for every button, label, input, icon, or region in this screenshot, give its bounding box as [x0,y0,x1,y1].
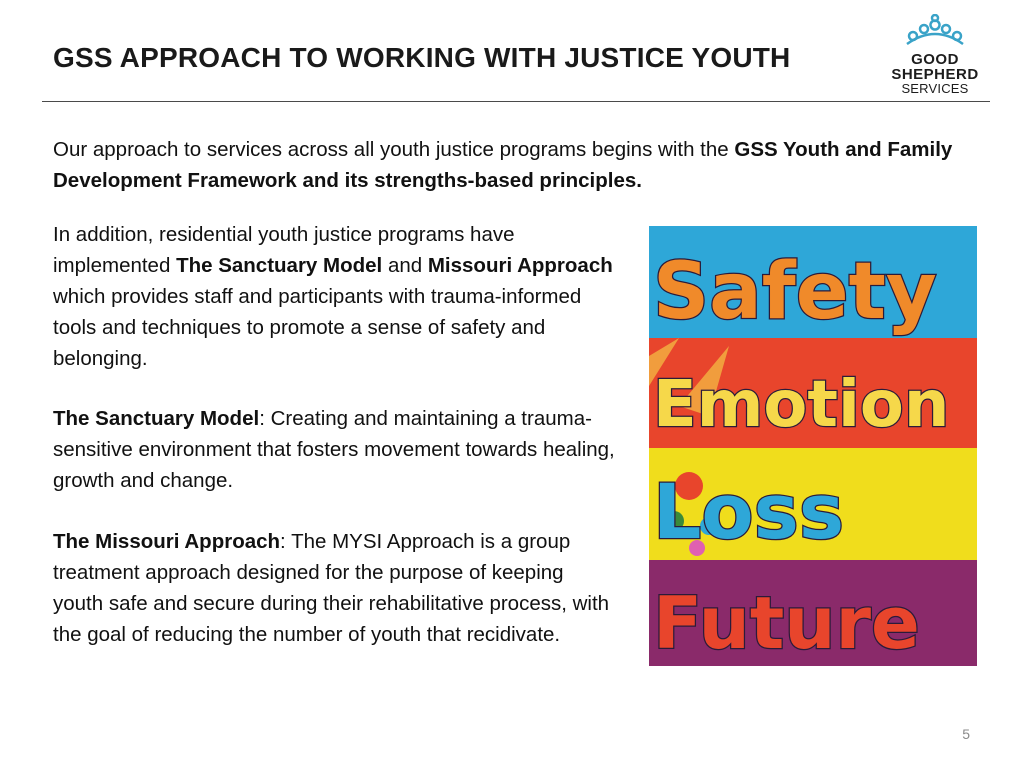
art-word-4: Future [653,581,920,665]
p1-text-1: In addition, residential youth justice programs have implemented [53,223,515,277]
logo-word-good: GOOD [911,51,959,68]
art-word-1: Safety [653,247,937,337]
sanctuary-model-heading: The Sanctuary Model [53,407,260,430]
missouri-approach-paragraph [53,526,618,650]
p1-text-3: which provides staff and participants with trauma-informed tools and techniques to promote a sense of safety and belonging. [53,285,582,370]
residential-programs-paragraph [53,219,618,374]
logo-word-shepherd: SHEPHERD [891,66,979,83]
art-word-2: Emotion [653,368,950,442]
art-word-3: Loss [653,467,845,556]
sanctuary-model-paragraph [53,403,618,496]
title-divider [42,101,990,102]
p1-bold-missouri: Missouri Approach [427,254,613,277]
crown-icon [885,14,985,54]
sanctuary-model-text: : Creating and maintaining a trauma-sensitive environment that fosters movement towards healing, growth and change. [53,407,615,492]
missouri-approach-heading: The Missouri Approach [53,530,281,553]
intro-paragraph [53,134,953,196]
safety-emotion-loss-future-artwork [649,226,977,666]
page-number: 5 [962,726,970,742]
good-shepherd-logo [885,14,985,94]
logo-word-services: SERVICES [901,81,969,96]
intro-bold-text: GSS Youth and Family Development Framework and its strengths-based principles. [53,138,953,192]
slide-title: GSS APPROACH TO WORKING WITH JUSTICE YOUTH [53,42,791,73]
p1-bold-sanctuary: The Sanctuary Model [176,254,383,277]
p1-text-2: and [382,254,428,277]
missouri-approach-text: : The MYSI Approach is a group treatment approach designed for the purpose of keeping youth safe and secure during their rehabilitative process, with the goal of reducing the number of youth that recidivate. [53,530,610,646]
intro-text: Our approach to services across all youth justice programs begins with the [53,138,735,161]
